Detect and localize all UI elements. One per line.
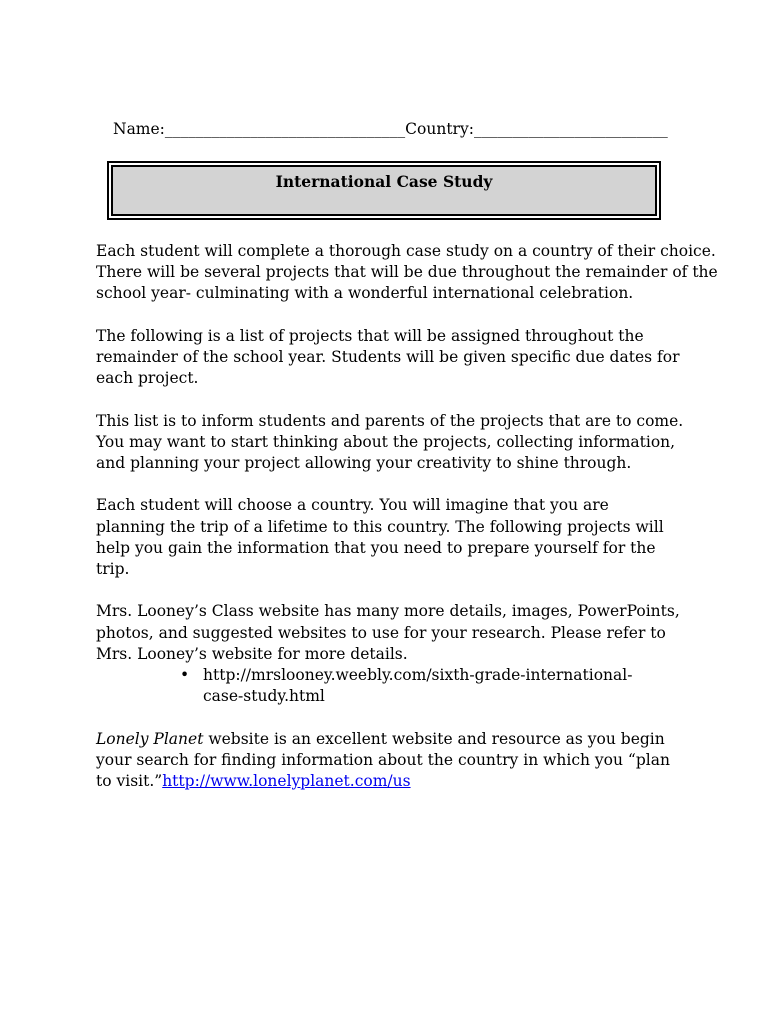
paragraph-text: website is an excellent website and resource as you begin <box>203 729 665 748</box>
paragraph-line: and planning your project allowing your creativity to shine through. <box>96 454 632 472</box>
bullet-url-line: http://mrslooney.weebly.com/sixth-grade-international- <box>203 666 633 684</box>
paragraph-class-website <box>96 601 696 665</box>
paragraph-line: help you gain the information that you need to prepare yourself for the <box>96 538 656 557</box>
paragraph-line <box>96 771 696 792</box>
name-blank: _______________________________ <box>164 120 406 138</box>
paragraph-line: This list is to inform students and parents of the projects that are to come. <box>96 411 684 430</box>
name-label: Name: <box>113 120 165 138</box>
paragraph-line: Each student will complete a thorough case study on a country of their choice. <box>96 242 716 260</box>
paragraph-line: school year- culminating with a wonderful international celebration. <box>96 284 634 303</box>
paragraph-lonely-planet <box>96 729 696 793</box>
document-title: International Case Study <box>275 172 493 191</box>
paragraph-line: planning the trip of a lifetime to this country. The following projects will <box>96 517 664 536</box>
paragraph-line: each project. <box>96 369 199 388</box>
paragraph-line: Each student will choose a country. You will imagine that you are <box>96 496 609 515</box>
paragraph-line: remainder of the school year. Students will be given specific due dates for <box>96 348 680 366</box>
name-country-header <box>113 119 668 139</box>
title-box <box>107 161 661 220</box>
paragraph-line <box>96 729 696 750</box>
paragraph-line: Mrs. Looney’s website for more details. <box>96 644 408 663</box>
lonely-planet-italic: Lonely Planet <box>96 729 204 748</box>
paragraph-line: The following is a list of projects that will be assigned throughout the <box>96 326 644 345</box>
bullet-icon: • <box>180 666 190 684</box>
paragraph-text: to visit.” <box>96 772 163 790</box>
paragraph-line: photos, and suggested websites to use for your research. Please refer to <box>96 623 666 642</box>
bullet-list-item <box>96 665 696 707</box>
paragraph-line: Mrs. Looney’s Class website has many more details, images, PowerPoints, <box>96 602 680 621</box>
bullet-url-line: case-study.html <box>203 687 325 706</box>
paragraph-line: There will be several projects that will be due throughout the remainder of the <box>96 263 718 282</box>
paragraph-inform <box>96 411 696 475</box>
paragraph-line: You may want to start thinking about the projects, collecting information, <box>96 432 676 451</box>
paragraph-intro <box>96 241 718 305</box>
paragraph-choose-country <box>96 495 696 580</box>
document-body <box>96 241 718 813</box>
title-box-inner <box>111 165 657 216</box>
country-label: Country: <box>405 120 474 138</box>
country-blank: _________________________ <box>473 120 668 138</box>
paragraph-line: your search for finding information about the country in which you “plan <box>96 750 670 769</box>
paragraph-line: trip. <box>96 560 130 578</box>
lonely-planet-link[interactable]: http://www.lonelyplanet.com/us <box>162 772 411 790</box>
paragraph-projects <box>96 326 696 390</box>
